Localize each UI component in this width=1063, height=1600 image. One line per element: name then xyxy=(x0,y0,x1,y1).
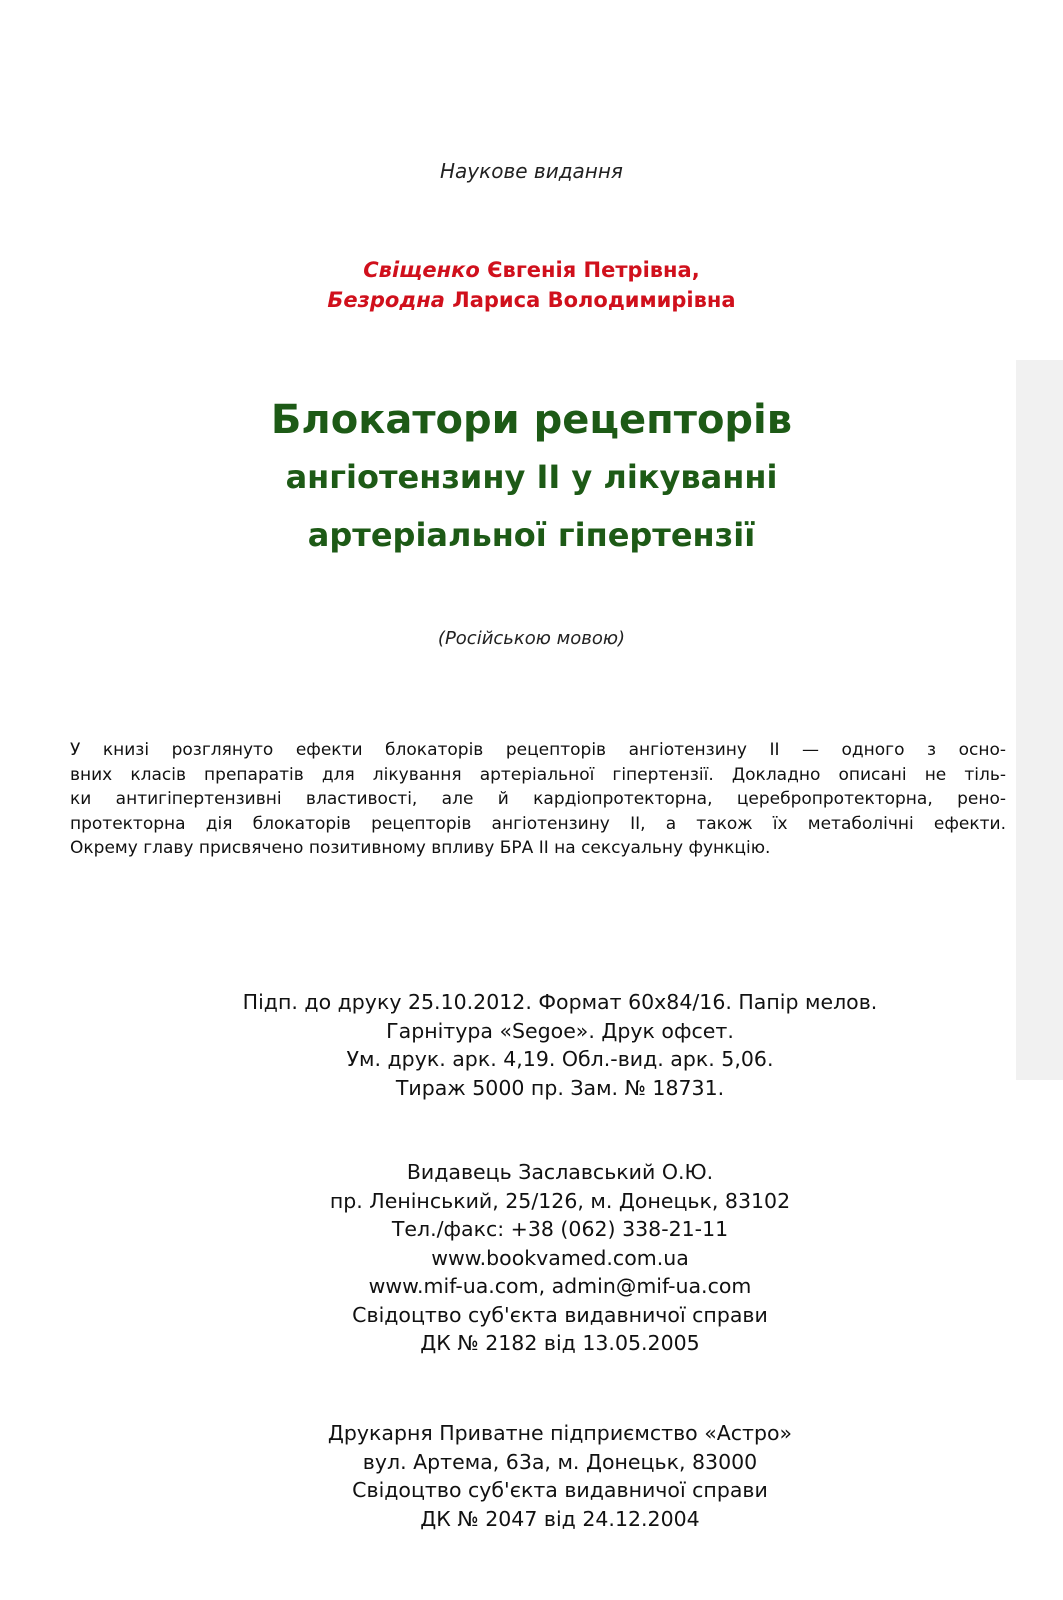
abstract-line: У книзі розглянуто ефекти блокаторів рецепторів ангіотензину II — одного з осно- xyxy=(70,740,1006,760)
publisher-line: www.bookvamed.com.ua xyxy=(431,1245,689,1270)
abstract-line: ки антигіпертензивні властивості, але й кардіопротекторна, церебропротекторна, рено- xyxy=(70,789,1006,809)
publisher-line: пр. Ленінський, 25/126, м. Донецьк, 83102 xyxy=(329,1188,791,1213)
imprint-line: Підп. до друку 25.10.2012. Формат 60x84/16. Папір мелов. xyxy=(242,990,878,1014)
author-1-given: Євгенія Петрівна, xyxy=(487,258,700,282)
publisher-line: Видавець Заславський О.Ю. xyxy=(406,1160,714,1184)
author-1-surname: Свіщенко xyxy=(363,258,480,282)
book-title xyxy=(0,392,1063,564)
imprint-line: Ум. друк. арк. 4,19. Обл.-вид. арк. 5,06. xyxy=(346,1047,774,1071)
author-2 xyxy=(0,285,1063,315)
series-label: Наукове видання xyxy=(440,159,623,183)
printer-line: Свідоцтво суб'єкта видавничої справи xyxy=(352,1478,768,1502)
title-line-3: артеріальної гіпертензії xyxy=(307,516,756,554)
abstract-line: Окрему главу присвячено позитивному впливу БРА II на сексуальну функцію. xyxy=(70,838,771,858)
abstract-line: протекторна дія блокаторів рецепторів ангіотензину II, а також їх метаболічні ефекти. xyxy=(70,813,1006,834)
printer-line: ДК № 2047 від 24.12.2004 xyxy=(420,1506,700,1531)
abstract xyxy=(70,738,1006,861)
publisher-line: www.mif-ua.com, admin@mif-ua.com xyxy=(368,1274,752,1298)
title-line-1: Блокатори рецепторів xyxy=(270,397,793,443)
imprint-line: Гарнітура «Segoe». Друк офсет. xyxy=(386,1018,734,1043)
printer-details xyxy=(210,1419,910,1533)
author-2-surname: Безродна xyxy=(327,288,445,312)
printer-line: Друкарня Приватне підприємство «Астро» xyxy=(327,1421,793,1445)
author-2-given: Лариса Володимирівна xyxy=(452,288,736,312)
publisher-line: Тел./факс: +38 (062) 338-21-11 xyxy=(391,1217,729,1241)
imprint-line: Тираж 5000 пр. Зам. № 18731. xyxy=(395,1075,725,1100)
title-line-2: ангіотензину II у лікуванні xyxy=(285,458,778,496)
abstract-line: вних класів препаратів для лікування артеріальної гіпертензії. Докладно описані не тіль- xyxy=(70,764,1006,785)
printer-line: вул. Артема, 63а, м. Донецьк, 83000 xyxy=(362,1449,758,1474)
language-note: (Російською мовою) xyxy=(437,628,626,649)
authors-block xyxy=(0,255,1063,315)
publisher-line: Свідоцтво суб'єкта видавничої справи xyxy=(352,1302,768,1327)
author-1 xyxy=(0,255,1063,285)
publisher-line: ДК № 2182 від 13.05.2005 xyxy=(420,1331,700,1355)
imprint-details xyxy=(210,988,910,1102)
publisher-details xyxy=(210,1158,910,1358)
